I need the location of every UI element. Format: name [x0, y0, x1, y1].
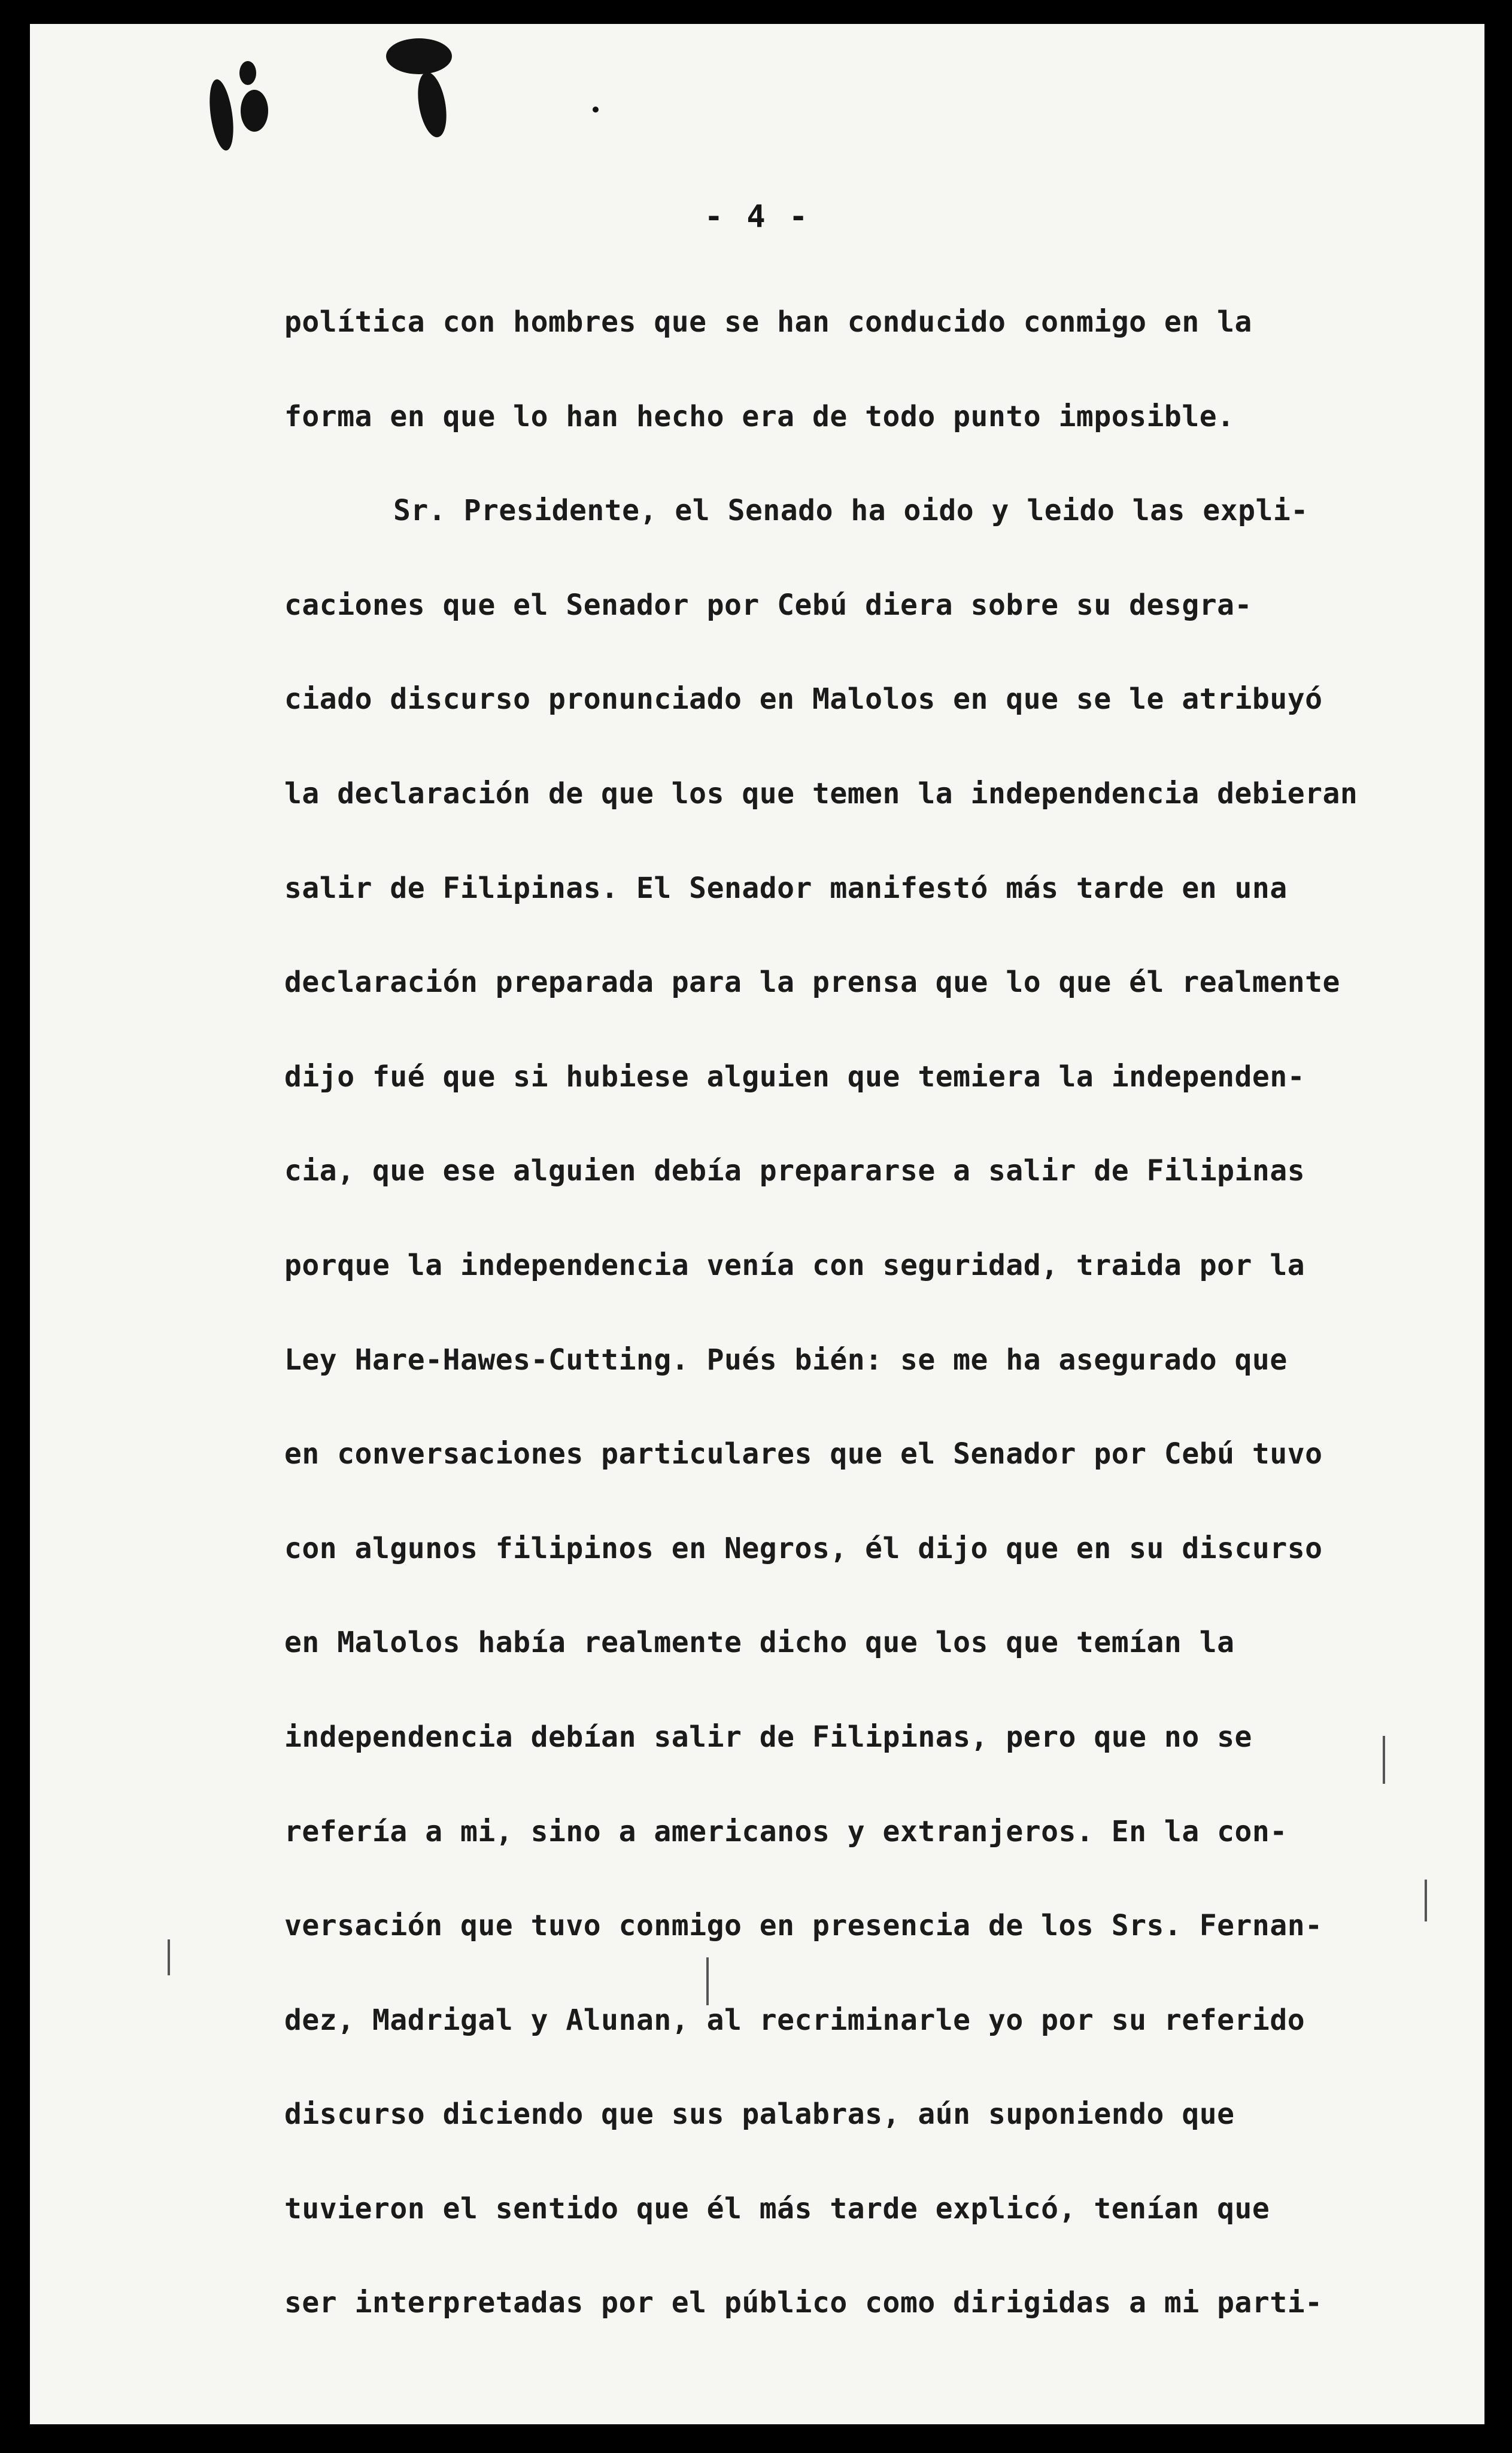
- text-line: la declaración de que los que temen la independencia debieran: [284, 776, 1358, 810]
- text-line: caciones que el Senador por Cebú diera sobre su desgra-: [284, 588, 1252, 622]
- text-line: tuvieron el sentido que él más tarde explicó, tenían que: [284, 2191, 1270, 2226]
- text-line: independencia debían salir de Filipinas, pero que no se: [284, 1720, 1252, 1754]
- text-line: forma en que lo han hecho era de todo punto imposible.: [284, 399, 1235, 433]
- text-line: porque la independencia venía con seguridad, traida por la: [284, 1248, 1305, 1282]
- text-line: ser interpretadas por el público como dirigidas a mi parti-: [284, 2286, 1323, 2320]
- ink-stain: [386, 38, 452, 74]
- text-line: en Malolos había realmente dicho que los que temían la: [284, 1626, 1235, 1660]
- stray-mark: [168, 1939, 170, 1975]
- text-line: ciado discurso pronunciado en Malolos en que se le atribuyó: [284, 682, 1323, 717]
- ink-stain: [206, 78, 237, 152]
- ink-stain: [239, 61, 256, 85]
- text-line: salir de Filipinas. El Senador manifestó más tarde en una: [284, 871, 1288, 905]
- text-line: declaración preparada para la prensa que lo que él realmente: [284, 966, 1340, 1000]
- text-line: dez, Madrigal y Alunan, al recriminarle yo por su referido: [284, 2003, 1305, 2037]
- page-number: - 4 -: [704, 199, 810, 235]
- text-line: discurso diciendo que sus palabras, aún suponiendo que: [284, 2097, 1235, 2132]
- body-text: [284, 275, 1422, 2351]
- text-line: cia, que ese alguien debía prepararse a salir de Filipinas: [284, 1154, 1305, 1188]
- text-line: con algunos filipinos en Negros, él dijo que en su discurso: [284, 1531, 1323, 1565]
- text-line: en conversaciones particulares que el Senador por Cebú tuvo: [284, 1437, 1323, 1471]
- text-line: Ley Hare-Hawes-Cutting. Pués bién: se me ha asegurado que: [284, 1343, 1288, 1377]
- text-line: Sr. Presidente, el Senado ha oido y leido las expli-: [393, 494, 1308, 528]
- text-line: política con hombres que se han conducido conmigo en la: [284, 305, 1252, 339]
- ink-stain: [241, 90, 268, 132]
- text-line: refería a mi, sino a americanos y extranjeros. En la con-: [284, 1814, 1288, 1848]
- text-line: dijo fué que si hubiese alguien que temiera la independen-: [284, 1059, 1305, 1094]
- ink-stain: [414, 70, 451, 139]
- ink-stain: [593, 107, 599, 113]
- document-page: [30, 24, 1484, 2424]
- text-line: versación que tuvo conmigo en presencia de los Srs. Fernan-: [284, 1909, 1323, 1943]
- stray-mark: [1425, 1880, 1427, 1921]
